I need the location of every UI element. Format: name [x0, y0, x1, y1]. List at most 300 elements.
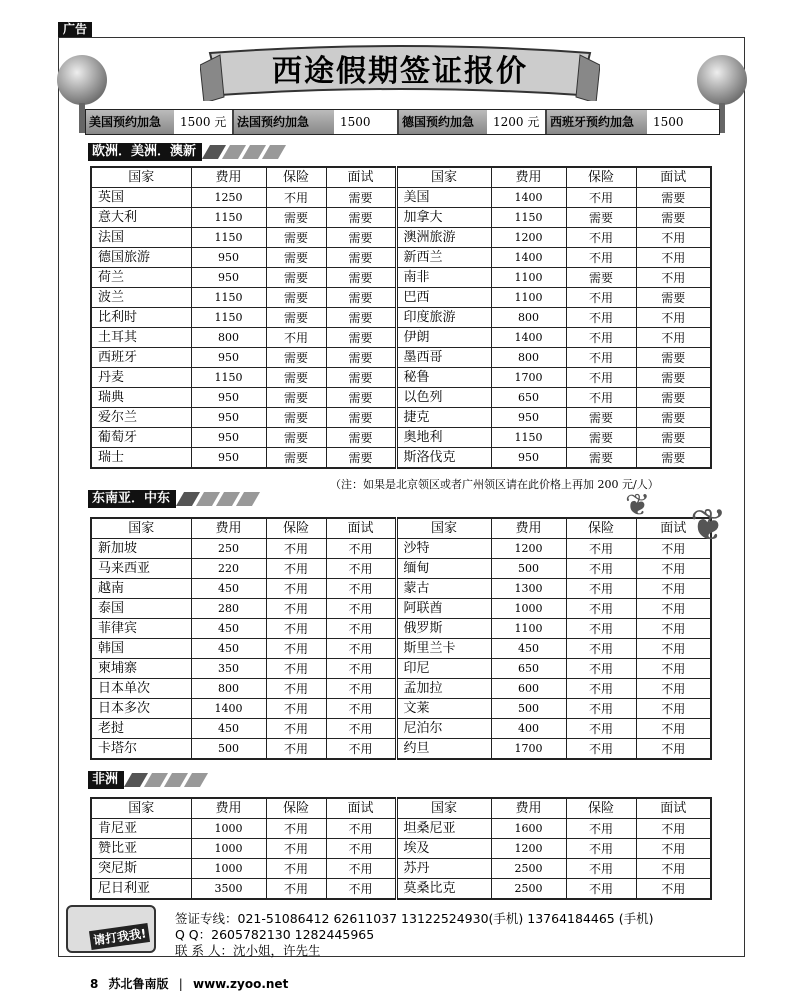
country-cell: 柬埔寨 — [91, 659, 191, 679]
table-row — [91, 539, 711, 559]
insurance-cell: 不用 — [266, 659, 326, 679]
table-row — [91, 639, 711, 659]
fee-cell: 400 — [491, 719, 566, 739]
interview-cell: 不用 — [326, 719, 396, 739]
fee-cell: 1200 — [491, 228, 566, 248]
insurance-cell: 不用 — [566, 739, 636, 760]
lantern-icon — [697, 55, 747, 105]
fee-cell: 500 — [491, 699, 566, 719]
interview-cell: 不用 — [636, 719, 711, 739]
interview-cell: 不用 — [636, 539, 711, 559]
country-cell: 斯里兰卡 — [396, 639, 491, 659]
insurance-cell: 不用 — [266, 639, 326, 659]
interview-cell: 不用 — [636, 579, 711, 599]
column-header: 面试 — [636, 518, 711, 539]
interview-cell: 需要 — [326, 428, 396, 448]
insurance-cell: 不用 — [266, 819, 326, 839]
fee-cell: 950 — [491, 448, 566, 469]
table-row — [91, 388, 711, 408]
column-header: 面试 — [326, 518, 396, 539]
contact-person: 联 系 人：沈小姐，许先生 — [175, 943, 321, 958]
interview-cell: 不用 — [326, 699, 396, 719]
insurance-cell: 需要 — [566, 208, 636, 228]
interview-cell: 不用 — [326, 539, 396, 559]
fee-cell: 1250 — [191, 188, 266, 208]
fee-cell: 950 — [191, 348, 266, 368]
insurance-cell: 不用 — [566, 539, 636, 559]
fee-cell: 950 — [191, 408, 266, 428]
contact-qq: Q Q：2605782130 1282445965 — [175, 927, 375, 942]
country-cell: 俄罗斯 — [396, 619, 491, 639]
fee-cell: 650 — [491, 388, 566, 408]
section-title: 东南亚．中东 — [88, 490, 176, 508]
fee-cell: 1400 — [191, 699, 266, 719]
section-title: 欧洲．美洲．澳新 — [88, 143, 202, 161]
fee-cell: 280 — [191, 599, 266, 619]
insurance-cell: 不用 — [566, 188, 636, 208]
table-row — [91, 819, 711, 839]
interview-cell: 不用 — [636, 619, 711, 639]
country-cell: 加拿大 — [396, 208, 491, 228]
country-cell: 韩国 — [91, 639, 191, 659]
insurance-cell: 不用 — [566, 659, 636, 679]
country-cell: 老挝 — [91, 719, 191, 739]
urgent-label: 德国预约加急 — [399, 110, 487, 134]
insurance-cell: 不用 — [566, 368, 636, 388]
interview-cell: 不用 — [636, 679, 711, 699]
fee-cell: 1150 — [491, 208, 566, 228]
fee-cell: 950 — [191, 248, 266, 268]
urgent-price-bar — [85, 109, 720, 135]
insurance-cell: 需要 — [566, 428, 636, 448]
country-cell: 波兰 — [91, 288, 191, 308]
fee-cell: 220 — [191, 559, 266, 579]
interview-cell: 需要 — [326, 448, 396, 469]
country-cell: 孟加拉 — [396, 679, 491, 699]
price-table-europe-america — [90, 166, 712, 469]
interview-cell: 不用 — [326, 599, 396, 619]
interview-cell: 需要 — [636, 208, 711, 228]
country-cell: 缅甸 — [396, 559, 491, 579]
table-row — [91, 328, 711, 348]
insurance-cell: 不用 — [266, 879, 326, 900]
table-row — [91, 248, 711, 268]
insurance-cell: 不用 — [566, 579, 636, 599]
fee-cell: 450 — [191, 579, 266, 599]
country-cell: 马来西亚 — [91, 559, 191, 579]
country-cell: 丹麦 — [91, 368, 191, 388]
fee-cell: 1000 — [191, 859, 266, 879]
lantern-icon — [57, 55, 107, 105]
country-cell: 瑞士 — [91, 448, 191, 469]
fee-cell: 1700 — [491, 368, 566, 388]
interview-cell: 需要 — [326, 228, 396, 248]
country-cell: 西班牙 — [91, 348, 191, 368]
insurance-cell: 需要 — [566, 448, 636, 469]
insurance-cell: 不用 — [266, 328, 326, 348]
interview-cell: 不用 — [326, 579, 396, 599]
country-cell: 以色列 — [396, 388, 491, 408]
insurance-cell: 不用 — [266, 188, 326, 208]
country-cell: 日本单次 — [91, 679, 191, 699]
country-cell: 葡萄牙 — [91, 428, 191, 448]
table-row — [91, 659, 711, 679]
table-row — [91, 368, 711, 388]
insurance-cell: 不用 — [566, 639, 636, 659]
insurance-cell: 不用 — [566, 559, 636, 579]
insurance-cell: 不用 — [566, 699, 636, 719]
country-cell: 奥地利 — [396, 428, 491, 448]
country-cell: 尼日利亚 — [91, 879, 191, 900]
insurance-cell: 不用 — [566, 228, 636, 248]
column-header: 保险 — [266, 167, 326, 188]
table-header-row — [91, 167, 711, 188]
insurance-cell: 需要 — [266, 348, 326, 368]
table-row — [91, 288, 711, 308]
fee-cell: 1000 — [191, 819, 266, 839]
insurance-cell: 不用 — [566, 619, 636, 639]
interview-cell: 不用 — [326, 879, 396, 900]
fee-cell: 1600 — [491, 819, 566, 839]
urgent-label: 法国预约加急 — [234, 110, 334, 134]
country-cell: 爱尔兰 — [91, 408, 191, 428]
country-cell: 坦桑尼亚 — [396, 819, 491, 839]
section-title: 非洲 — [88, 771, 124, 789]
fee-cell: 1300 — [491, 579, 566, 599]
fee-cell: 1000 — [491, 599, 566, 619]
interview-cell: 需要 — [636, 448, 711, 469]
fee-cell: 1400 — [491, 248, 566, 268]
interview-cell: 需要 — [326, 288, 396, 308]
interview-cell: 需要 — [326, 328, 396, 348]
fee-cell: 950 — [191, 388, 266, 408]
insurance-cell: 不用 — [266, 699, 326, 719]
table-row — [91, 208, 711, 228]
table-row — [91, 228, 711, 248]
fee-cell: 600 — [491, 679, 566, 699]
insurance-cell: 不用 — [566, 328, 636, 348]
column-header: 面试 — [636, 167, 711, 188]
column-header: 面试 — [326, 798, 396, 819]
country-cell: 瑞典 — [91, 388, 191, 408]
page-title: 西途假期签证报价 — [272, 54, 528, 89]
insurance-cell: 需要 — [566, 408, 636, 428]
insurance-cell: 不用 — [566, 679, 636, 699]
interview-cell: 需要 — [326, 208, 396, 228]
insurance-cell: 不用 — [566, 388, 636, 408]
insurance-cell: 需要 — [266, 308, 326, 328]
table-row — [91, 719, 711, 739]
insurance-cell: 需要 — [266, 228, 326, 248]
interview-cell: 不用 — [636, 248, 711, 268]
country-cell: 新加坡 — [91, 539, 191, 559]
urgent-label: 美国预约加急 — [86, 110, 174, 134]
country-cell: 南非 — [396, 268, 491, 288]
country-cell: 斯洛伐克 — [396, 448, 491, 469]
insurance-cell: 不用 — [266, 619, 326, 639]
country-cell: 捷克 — [396, 408, 491, 428]
column-header: 费用 — [491, 167, 566, 188]
interview-cell: 不用 — [326, 559, 396, 579]
fee-cell: 1150 — [191, 228, 266, 248]
table-row — [91, 679, 711, 699]
interview-cell: 需要 — [636, 428, 711, 448]
interview-cell: 不用 — [636, 228, 711, 248]
insurance-cell: 不用 — [566, 308, 636, 328]
urgent-label: 西班牙预约加急 — [547, 110, 647, 134]
interview-cell: 不用 — [636, 879, 711, 900]
fee-cell: 1100 — [491, 288, 566, 308]
insurance-cell: 不用 — [266, 679, 326, 699]
insurance-cell: 不用 — [266, 739, 326, 760]
fee-cell: 1700 — [491, 739, 566, 760]
column-header: 保险 — [266, 798, 326, 819]
callout-text: 请打我我! — [89, 923, 151, 950]
ad-label: 广告 — [58, 22, 92, 37]
fee-cell: 950 — [191, 428, 266, 448]
country-cell: 澳洲旅游 — [396, 228, 491, 248]
fee-cell: 350 — [191, 659, 266, 679]
column-header: 面试 — [326, 167, 396, 188]
country-cell: 文莱 — [396, 699, 491, 719]
table-row — [91, 579, 711, 599]
interview-cell: 需要 — [326, 188, 396, 208]
edition-name: 苏北鲁南版 — [108, 977, 169, 991]
interview-cell: 不用 — [636, 599, 711, 619]
price-note: （注：如果是北京领区或者广州领区请在此价格上再加 200 元/人） — [330, 478, 659, 491]
fee-cell: 250 — [191, 539, 266, 559]
country-cell: 巴西 — [396, 288, 491, 308]
country-cell: 约旦 — [396, 739, 491, 760]
section-header-europe-america — [88, 143, 282, 161]
interview-cell: 不用 — [636, 268, 711, 288]
insurance-cell: 需要 — [266, 268, 326, 288]
interview-cell: 不用 — [326, 739, 396, 760]
interview-cell: 不用 — [326, 659, 396, 679]
insurance-cell: 需要 — [266, 388, 326, 408]
column-header: 国家 — [396, 518, 491, 539]
column-header: 保险 — [566, 798, 636, 819]
country-cell: 菲律宾 — [91, 619, 191, 639]
fee-cell: 2500 — [491, 859, 566, 879]
insurance-cell: 不用 — [266, 599, 326, 619]
interview-cell: 需要 — [636, 388, 711, 408]
insurance-cell: 不用 — [566, 599, 636, 619]
column-header: 费用 — [191, 518, 266, 539]
interview-cell: 不用 — [326, 819, 396, 839]
fee-cell: 650 — [491, 659, 566, 679]
country-cell: 日本多次 — [91, 699, 191, 719]
fee-cell: 1150 — [191, 288, 266, 308]
interview-cell: 不用 — [636, 308, 711, 328]
insurance-cell: 需要 — [266, 248, 326, 268]
interview-cell: 需要 — [636, 368, 711, 388]
country-cell: 意大利 — [91, 208, 191, 228]
insurance-cell: 需要 — [266, 288, 326, 308]
insurance-cell: 不用 — [566, 348, 636, 368]
interview-cell: 需要 — [326, 408, 396, 428]
insurance-cell: 需要 — [566, 268, 636, 288]
section-header-sea-middle-east — [88, 490, 256, 508]
insurance-cell: 不用 — [566, 248, 636, 268]
fee-cell: 1000 — [191, 839, 266, 859]
fee-cell: 450 — [191, 719, 266, 739]
country-cell: 秘鲁 — [396, 368, 491, 388]
urgent-value: 1200 元 — [487, 110, 547, 134]
table-row — [91, 428, 711, 448]
country-cell: 突尼斯 — [91, 859, 191, 879]
interview-cell: 需要 — [326, 268, 396, 288]
country-cell: 卡塔尔 — [91, 739, 191, 760]
interview-cell: 不用 — [636, 699, 711, 719]
table-row — [91, 839, 711, 859]
interview-cell: 不用 — [636, 639, 711, 659]
fee-cell: 450 — [191, 639, 266, 659]
column-header: 面试 — [636, 798, 711, 819]
table-row — [91, 599, 711, 619]
column-header: 费用 — [191, 167, 266, 188]
country-cell: 英国 — [91, 188, 191, 208]
country-cell: 新西兰 — [396, 248, 491, 268]
butterfly-icon: ❦ — [625, 488, 651, 523]
interview-cell: 不用 — [326, 679, 396, 699]
country-cell: 印度旅游 — [396, 308, 491, 328]
table-row — [91, 559, 711, 579]
insurance-cell: 不用 — [266, 559, 326, 579]
country-cell: 尼泊尔 — [396, 719, 491, 739]
column-header: 费用 — [491, 798, 566, 819]
interview-cell: 不用 — [636, 328, 711, 348]
country-cell: 法国 — [91, 228, 191, 248]
fee-cell: 1150 — [191, 208, 266, 228]
insurance-cell: 需要 — [266, 428, 326, 448]
insurance-cell: 不用 — [566, 879, 636, 900]
column-header: 保险 — [566, 518, 636, 539]
column-header: 国家 — [91, 518, 191, 539]
site-url: www.zyoo.net — [192, 977, 289, 991]
fee-cell: 450 — [191, 619, 266, 639]
fee-cell: 800 — [491, 348, 566, 368]
country-cell: 土耳其 — [91, 328, 191, 348]
column-header: 国家 — [91, 167, 191, 188]
price-table-sea-middle-east — [90, 517, 712, 760]
country-cell: 荷兰 — [91, 268, 191, 288]
fee-cell: 800 — [191, 328, 266, 348]
fee-cell: 1100 — [491, 268, 566, 288]
fee-cell: 1400 — [491, 328, 566, 348]
table-row — [91, 448, 711, 469]
fee-cell: 3500 — [191, 879, 266, 900]
interview-cell: 需要 — [326, 368, 396, 388]
call-us-badge — [66, 905, 156, 953]
interview-cell: 不用 — [636, 819, 711, 839]
country-cell: 印尼 — [396, 659, 491, 679]
interview-cell: 需要 — [636, 188, 711, 208]
fee-cell: 950 — [191, 448, 266, 469]
insurance-cell: 不用 — [266, 859, 326, 879]
column-header: 费用 — [191, 798, 266, 819]
country-cell: 蒙古 — [396, 579, 491, 599]
country-cell: 伊朗 — [396, 328, 491, 348]
urgent-value: 1500 元 — [174, 110, 234, 134]
insurance-cell: 需要 — [266, 208, 326, 228]
table-row — [91, 859, 711, 879]
country-cell: 越南 — [91, 579, 191, 599]
country-cell: 沙特 — [396, 539, 491, 559]
table-row — [91, 188, 711, 208]
column-header: 国家 — [91, 798, 191, 819]
interview-cell: 需要 — [636, 408, 711, 428]
interview-cell: 需要 — [636, 348, 711, 368]
fee-cell: 1150 — [491, 428, 566, 448]
country-cell: 埃及 — [396, 839, 491, 859]
fee-cell: 2500 — [491, 879, 566, 900]
urgent-value: 1500 — [647, 110, 719, 134]
fee-cell: 1100 — [491, 619, 566, 639]
table-row — [91, 408, 711, 428]
insurance-cell: 不用 — [266, 579, 326, 599]
insurance-cell: 不用 — [566, 288, 636, 308]
country-cell: 德国旅游 — [91, 248, 191, 268]
table-row — [91, 619, 711, 639]
interview-cell: 不用 — [326, 859, 396, 879]
table-header-row — [91, 798, 711, 819]
fee-cell: 500 — [491, 559, 566, 579]
column-header: 保险 — [566, 167, 636, 188]
urgent-value: 1500 — [334, 110, 399, 134]
fee-cell: 1200 — [491, 839, 566, 859]
column-header: 国家 — [396, 798, 491, 819]
price-table-africa — [90, 797, 712, 900]
fee-cell: 800 — [491, 308, 566, 328]
insurance-cell: 需要 — [266, 448, 326, 469]
insurance-cell: 需要 — [266, 368, 326, 388]
fee-cell: 1150 — [191, 308, 266, 328]
fee-cell: 1200 — [491, 539, 566, 559]
insurance-cell: 不用 — [266, 539, 326, 559]
insurance-cell: 不用 — [566, 719, 636, 739]
interview-cell: 需要 — [326, 388, 396, 408]
insurance-cell: 不用 — [566, 859, 636, 879]
table-row — [91, 348, 711, 368]
interview-cell: 需要 — [636, 288, 711, 308]
country-cell: 苏丹 — [396, 859, 491, 879]
insurance-cell: 不用 — [566, 839, 636, 859]
interview-cell: 不用 — [636, 559, 711, 579]
interview-cell: 不用 — [326, 839, 396, 859]
interview-cell: 不用 — [636, 839, 711, 859]
interview-cell: 不用 — [636, 859, 711, 879]
interview-cell: 需要 — [326, 308, 396, 328]
section-header-africa — [88, 771, 204, 789]
page-number: 8 — [90, 977, 99, 991]
fee-cell: 450 — [491, 639, 566, 659]
contact-hotline: 签证专线：021-51086412 62611037 13122524930(手机) 13764184465 (手机) — [175, 911, 654, 926]
fee-cell: 950 — [491, 408, 566, 428]
table-row — [91, 268, 711, 288]
page-footer: 8 苏北鲁南版 | www.zyoo.net — [90, 977, 289, 991]
interview-cell: 不用 — [326, 619, 396, 639]
interview-cell: 不用 — [326, 639, 396, 659]
interview-cell: 不用 — [636, 659, 711, 679]
interview-cell: 需要 — [326, 348, 396, 368]
column-header: 保险 — [266, 518, 326, 539]
column-header: 国家 — [396, 167, 491, 188]
country-cell: 阿联酋 — [396, 599, 491, 619]
country-cell: 莫桑比克 — [396, 879, 491, 900]
fee-cell: 1400 — [491, 188, 566, 208]
table-header-row — [91, 518, 711, 539]
